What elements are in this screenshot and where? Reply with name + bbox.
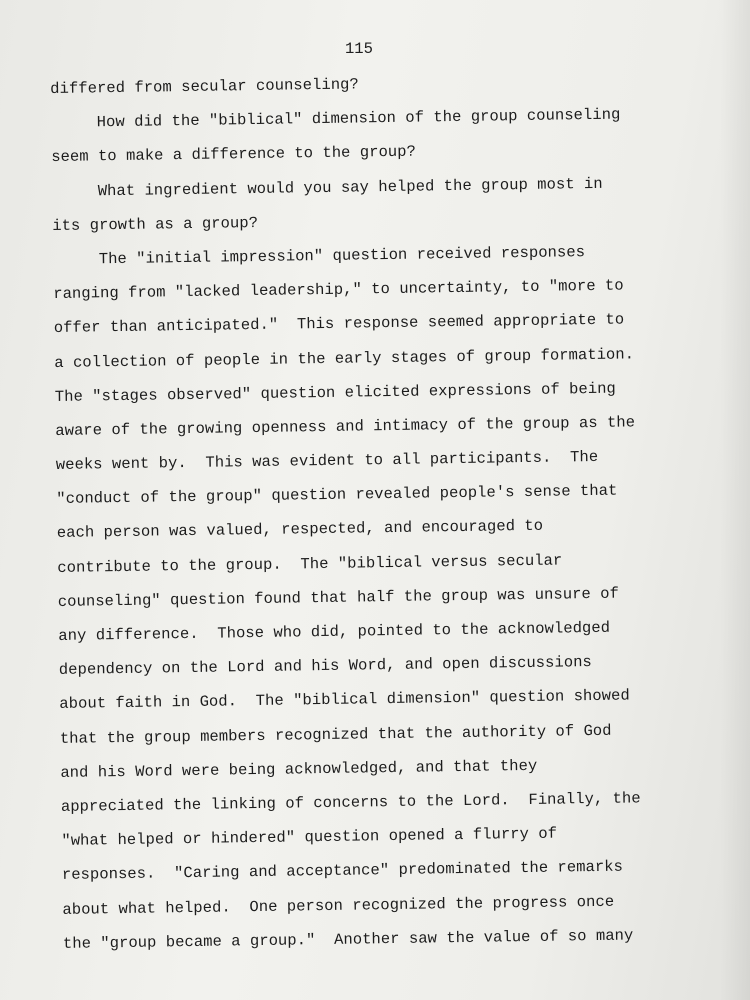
text-line: seem to make a difference to the group? [51,142,417,167]
text-line: the "group became a group." Another saw the value of so many [62,926,634,953]
text-line: "what helped or hindered" question opened a flurry of [61,824,558,851]
text-line: aware of the growing openness and intimacy of the group as the [55,413,636,440]
text-line: responses. "Caring and acceptance" predominated the remarks [61,857,624,885]
text-line: contribute to the group. The "biblical versus secular [57,551,563,577]
text-line: about what helped. One person recognized the progress once [62,892,615,919]
text-line: and his Word were being acknowledged, and that they [60,756,538,782]
text-line: each person was valued, respected, and encouraged to [56,517,544,543]
text-line: weeks went by. This was evident to all participants. The [55,447,599,475]
text-line: counseling" question found that half the group was unsure of [57,584,620,611]
text-line: The "initial impression" question received responses [98,243,586,269]
text-line: a collection of people in the early stages of group formation. [54,344,635,372]
text-line: The "stages observed" question elicited expressions of being [54,379,616,406]
text-line: about faith in God. The "biblical dimension" question showed [59,686,630,714]
text-line: dependency on the Lord and his Word, and open discussions [58,653,592,680]
text-line: its growth as a group? [52,213,259,235]
text-line: offer than anticipated." This response seemed appropriate to [53,310,625,338]
text-line: that the group members recognized that the authority of God [59,721,612,748]
page-number: 115 [345,40,373,58]
body-text [50,62,743,961]
text-line: differed from secular counseling? [50,75,359,98]
text-line: How did the "biblical" dimension of the group counseling [96,105,621,132]
text-line: What ingredient would you say helped the group most in [97,174,603,200]
text-line: ranging from "lacked leadership," to uncertainty, to "more to [53,276,624,304]
text-line: appreciated the linking of concerns to the Lord. Finally, the [60,789,641,816]
text-line: any difference. Those who did, pointed to the acknowledged [58,618,611,645]
text-line: "conduct of the group" question revealed people's sense that [56,481,618,509]
